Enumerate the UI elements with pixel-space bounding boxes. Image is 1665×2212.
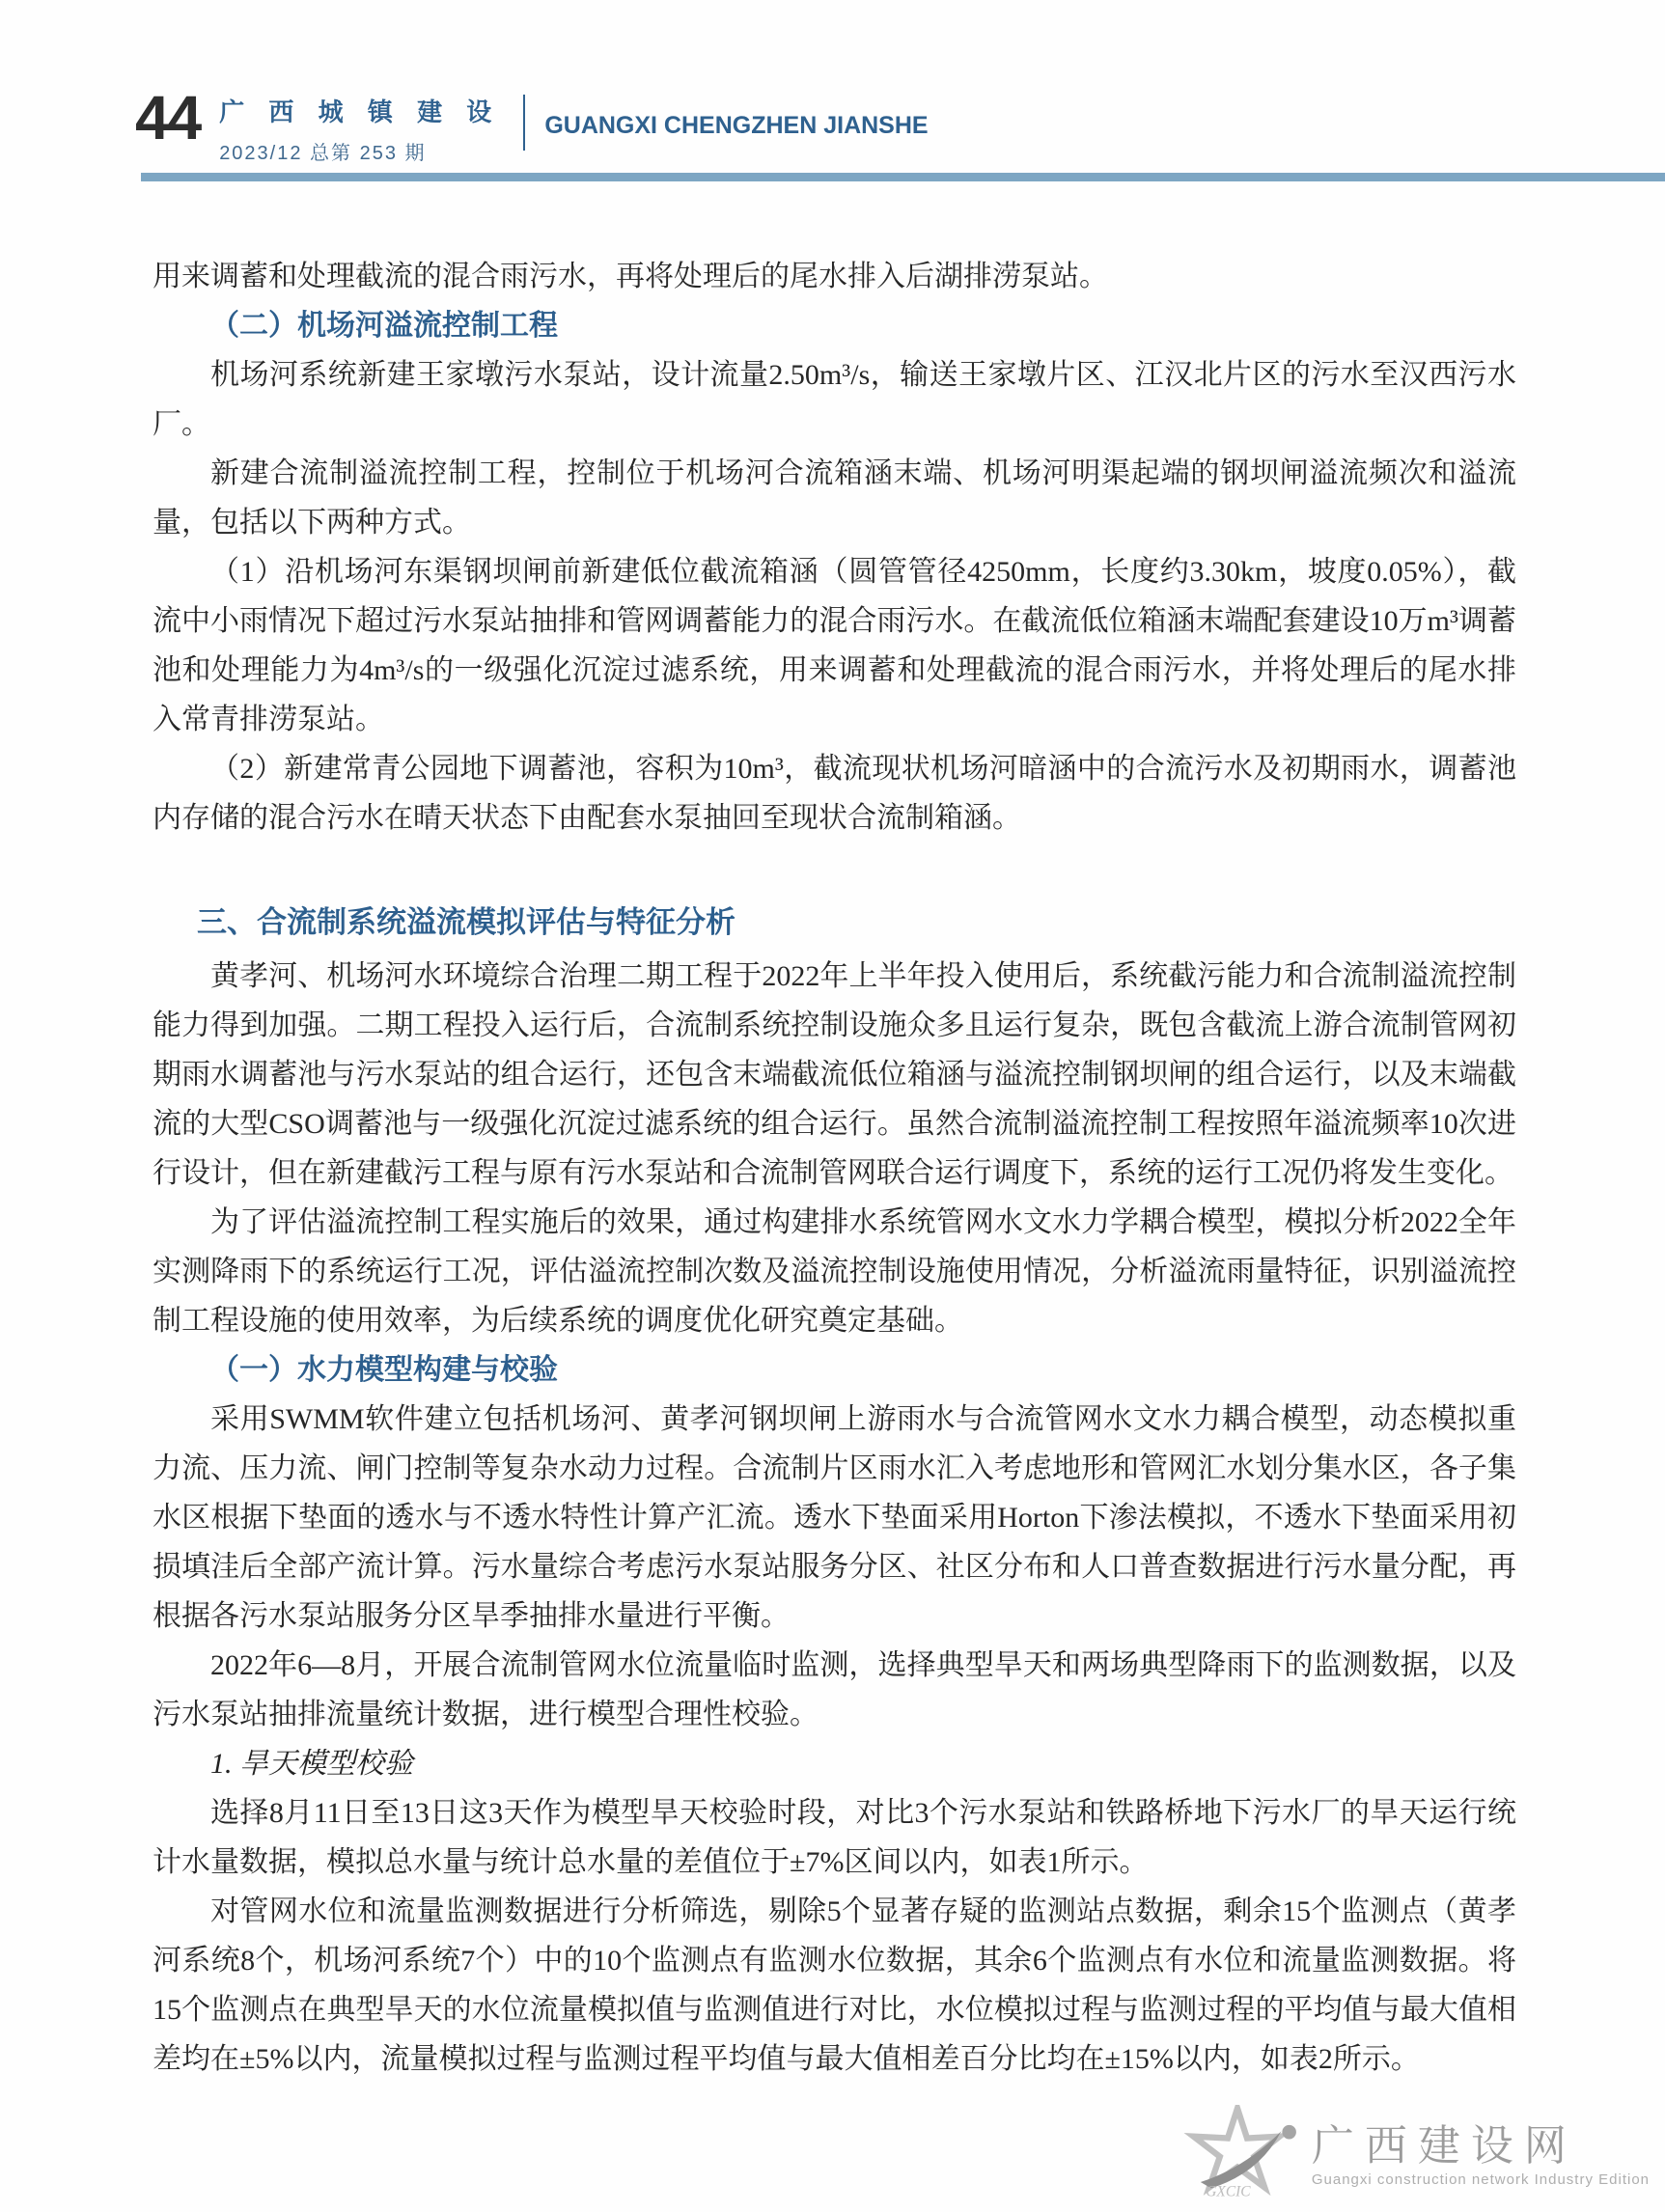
journal-issue-info: 2023/12 总第 253 期 xyxy=(219,143,427,164)
paragraph: 采用SWMM软件建立包括机场河、黄孝河钢坝闸上游雨水与合流管网水文水力耦合模型，动态模拟重力流、压力流、闸门控制等复杂水动力过程。合流制片区雨水汇入考虑地形和管网汇水划分集水区，各子集水区根据下垫面的透水与不透水特性计算产汇流。透水下垫面采用Horton下渗法模拟，不透水下垫面采用初损填洼后全部产流计算。污水量综合考虑污水泵站服务分区、社区分布和人口普查数据进行污水量分配，再根据各污水泵站服务分区旱季抽排水量进行平衡。 xyxy=(153,1403,1516,1632)
gxcic-acronym: GXCIC xyxy=(1206,2183,1251,2200)
header-rule xyxy=(141,173,1665,181)
paragraph: 为了评估溢流控制工程实施后的效果，通过构建排水系统管网水文水力学耦合模型，模拟分析2022全年实测降雨下的系统运行工况，评估溢流控制次数及溢流控制设施使用情况，分析溢流雨量特征，识别溢流控制工程设施的使用效率，为后续系统的调度优化研究奠定基础。 xyxy=(153,1206,1516,1337)
gxcic-star-logo-icon xyxy=(1175,2105,1300,2206)
footer-logo-en: Guangxi construction network Industry Edition xyxy=(1311,2171,1650,2188)
paragraph: 机场河系统新建王家墩污水泵站，设计流量2.50m³/s，输送王家墩片区、江汉北片区的污水至汉西污水厂。 xyxy=(153,359,1516,440)
paragraph-continuation: 用来调蓄和处理截流的混合雨污水，再将处理后的尾水排入后湖排涝泵站。 xyxy=(153,261,1108,292)
subheading-2-airport-river-overflow-control: （二）机场河溢流控制工程 xyxy=(210,310,558,342)
page-header xyxy=(135,83,929,165)
paragraph: 对管网水位和流量监测数据进行分析筛选，剔除5个显著存疑的监测站点数据，剩余15个监测点（黄孝河系统8个，机场河系统7个）中的10个监测点有监测水位数据，其余6个监测点有水位和流量监测数据。将15个监测点在典型旱天的水位流量模拟值与监测值进行对比，水位模拟过程与监测过程的平均值与最大值相差均在±5%以内，流量模拟过程与监测过程平均值与最大值相差百分比均在±15%以内，如表2所示。 xyxy=(153,1895,1516,2075)
page-number: 44 xyxy=(135,83,201,152)
paragraph: 黄孝河、机场河水环境综合治理二期工程于2022年上半年投入使用后，系统截污能力和合流制溢流控制能力得到加强。二期工程投入运行后，合流制系统控制设施众多且运行复杂，既包含截流上游合流制管网初期雨水调蓄池与污水泵站的组合运行，还包含末端截流低位箱涵与溢流控制钢坝闸的组合运行，以及末端截流的大型CSO调蓄池与一级强化沉淀过滤系统的组合运行。虽然合流制溢流控制工程按照年溢流频率10次进行设计，但在新建截污工程与原有污水泵站和合流制管网联合运行调度下，系统的运行工况仍将发生变化。 xyxy=(153,960,1516,1189)
header-divider xyxy=(523,95,525,151)
section-heading-3-overflow-simulation-evaluation: 三、合流制系统溢流模拟评估与特征分析 xyxy=(197,905,735,939)
paragraph-item-2: （2）新建常青公园地下调蓄池，容积为10m³，截流现状机场河暗涵中的合流污水及初期雨水，调蓄池内存储的混合污水在晴天状态下由配套水泵抽回至现状合流制箱涵。 xyxy=(153,753,1516,834)
journal-title-block xyxy=(219,93,500,165)
paragraph: 选择8月11日至13日这3天作为模型旱天校验时段，对比3个污水泵站和铁路桥地下污水厂的旱天运行统计水量数据，模拟总水量与统计总水量的差值位于±7%区间以内，如表1所示。 xyxy=(153,1797,1516,1878)
paragraph-item-1: （1）沿机场河东渠钢坝闸前新建低位截流箱涵（圆管管径4250mm，长度约3.30km，坡度0.05%），截流中小雨情况下超过污水泵站抽排和管网调蓄能力的混合雨污水。在截流低位箱涵末端配套建设10万m³调蓄池和处理能力为4m³/s的一级强化沉淀过滤系统，用来调蓄和处理截流的混合雨污水，并将处理后的尾水排入常青排涝泵站。 xyxy=(153,556,1516,735)
paragraph: 新建合流制溢流控制工程，控制位于机场河合流箱涵末端、机场河明渠起端的钢坝闸溢流频次和溢流量，包括以下两种方式。 xyxy=(153,457,1516,539)
paragraph: 2022年6—8月，开展合流制管网水位流量临时监测，选择典型旱天和两场典型降雨下的监测数据，以及污水泵站抽排流量统计数据，进行模型合理性校验。 xyxy=(153,1649,1516,1730)
journal-title-cn: 广 西 城 镇 建 设 xyxy=(219,97,501,126)
subheading-1-hydraulic-model-construction: （一）水力模型构建与校验 xyxy=(210,1354,558,1386)
footer-logo-text xyxy=(1311,2121,1650,2188)
article-body xyxy=(153,252,1516,2084)
journal-title-en: GUANGXI CHENGZHEN JIANSHE xyxy=(544,112,929,139)
footer-logo-cn: 广西建设网 xyxy=(1311,2121,1577,2170)
subheading-dry-day-model-validation: 1. 旱天模型校验 xyxy=(210,1748,413,1780)
footer-watermark xyxy=(1175,2105,1650,2206)
